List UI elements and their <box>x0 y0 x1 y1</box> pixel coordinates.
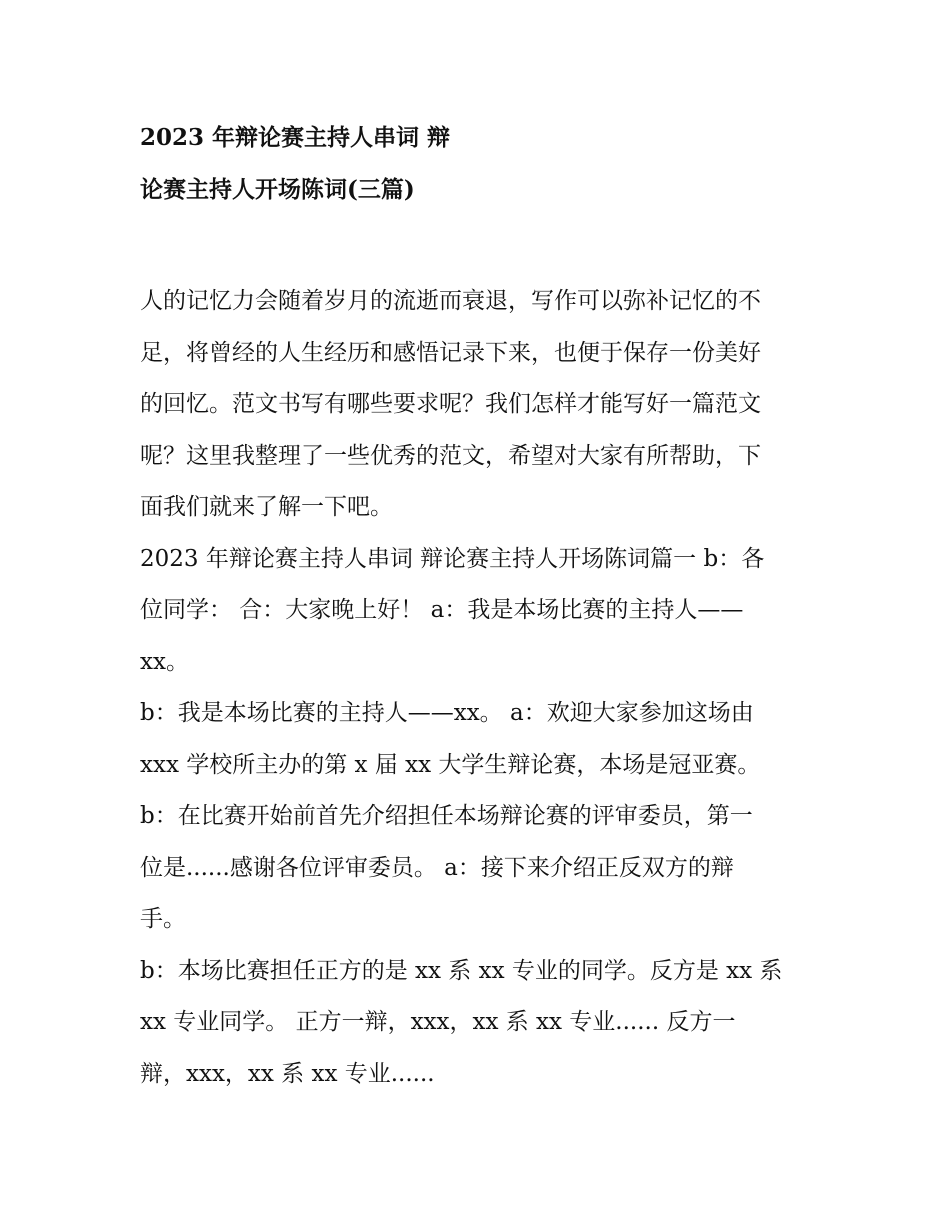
body-line: 2023 年辩论赛主持人串词 辩论赛主持人开场陈词篇一 b：各 <box>140 545 765 572</box>
body-line: xx 专业同学。 正方一辩，xxx，xx 系 xx 专业...... 反方一 <box>140 1009 736 1035</box>
body-line: 面我们就来了解一下吧。 <box>140 494 393 520</box>
body-line: b：在比赛开始前首先介绍担任本场辩论赛的评审委员，第一 <box>140 803 753 829</box>
body-line: 手。 <box>140 906 186 932</box>
body-line: 呢？这里我整理了一些优秀的范文，希望对大家有所帮助，下 <box>140 442 761 469</box>
body-line: 人的记忆力会随着岁月的流逝而衰退，写作可以弥补记忆的不 <box>140 288 761 314</box>
body-line: xx。 <box>140 648 189 675</box>
body-line: 的回忆。范文书写有哪些要求呢？我们怎样才能写好一篇范文 <box>140 391 761 417</box>
body-line: 辩，xxx，xx 系 xx 专业...... <box>140 1060 435 1087</box>
body-line: b：本场比赛担任正方的是 xx 系 xx 专业的同学。反方是 xx 系 <box>140 957 783 984</box>
body-line: 位同学： 合：大家晚上好！ a：我是本场比赛的主持人—— <box>140 597 744 623</box>
document-title <box>140 112 820 215</box>
title-line: 2023 年辩论赛主持人串词 辩 <box>140 124 451 151</box>
body-line: b：我是本场比赛的主持人——xx。 a：欢迎大家参加这场由 <box>140 700 754 726</box>
document-body <box>140 276 820 1100</box>
title-line: 论赛主持人开场陈词(三篇) <box>140 175 415 203</box>
body-line: 位是......感谢各位评审委员。 a：接下来介绍正反双方的辩 <box>140 854 734 881</box>
body-line: 足，将曾经的人生经历和感悟记录下来，也便于保存一份美好 <box>140 339 761 366</box>
body-line: xxx 学校所主办的第 x 届 xx 大学生辩论赛，本场是冠亚赛。 <box>140 751 761 778</box>
